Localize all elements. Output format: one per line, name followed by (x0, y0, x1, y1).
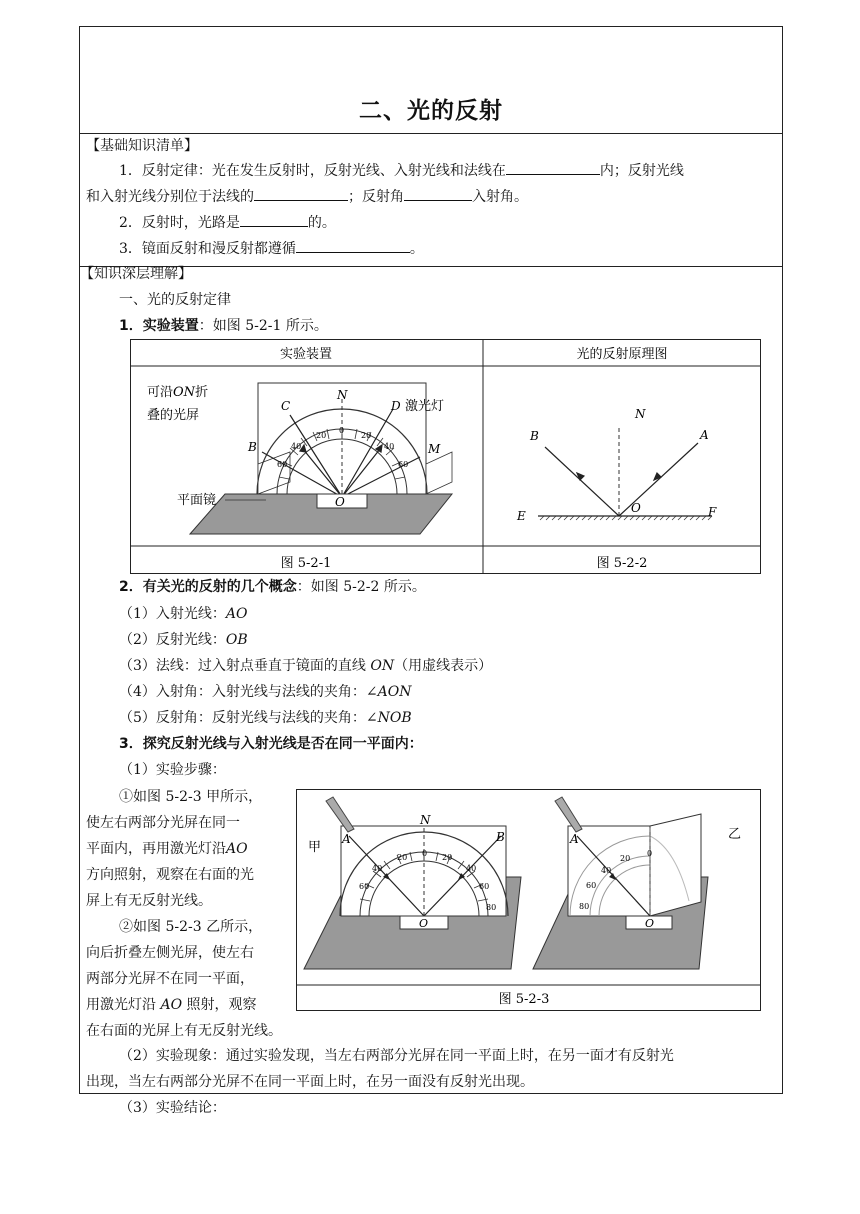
fig1-letter-D: D (391, 399, 401, 413)
basic-header: 【基础知识清单】 (86, 138, 198, 154)
step-1-line-3: 平面内，再用激光灯沿AO (86, 841, 248, 857)
step-1-line-5: 屏上有无反射光线。 (86, 893, 212, 909)
concept-2: （2）反射光线：OB (119, 632, 248, 648)
step-1-line-4: 方向照射，观察在右面的光 (86, 867, 254, 883)
svg-text:40: 40 (601, 866, 612, 875)
divider-1 (79, 133, 783, 134)
fig1-tick-20-left: 20 (316, 431, 327, 440)
fig1-header-right: 光的反射原理图 (576, 347, 668, 362)
basic-line-4: 3．镜面反射和漫反射都遵循 。 (119, 238, 424, 259)
fig1-tick-60-left: 60 (277, 460, 288, 469)
fig3-letter-A-yi: A (570, 832, 579, 846)
fig1-letter-B: B (248, 440, 257, 454)
laser-label: 激光灯 (405, 399, 445, 414)
fig3-letter-N: N (420, 813, 431, 827)
fig2-letter-N: N (635, 407, 646, 421)
step-2-line-1: ②如图 5-2-3 乙所示， (119, 919, 263, 935)
step-1-line-1: ①如图 5-2-3 甲所示， (119, 789, 263, 805)
reflected-ray-ob (545, 447, 619, 516)
phenomenon-line-1: （2）实验现象：通过实验发现，当左右两部分光屏在同一平面上时，在另一面才有反射光 (119, 1048, 674, 1064)
svg-text:60: 60 (479, 882, 490, 891)
figure-5-2-1-table (130, 339, 761, 574)
blank-4[interactable] (240, 212, 308, 227)
deep-header: 【知识深层理解】 (80, 266, 192, 282)
concepts-header: 2．有关光的反射的几个概念：如图 5-2-2 所示。 (119, 579, 426, 595)
fig2-letter-A: A (700, 428, 709, 442)
fig2-letter-B: B (530, 429, 539, 443)
mirror-label: 平面镜 (177, 493, 217, 508)
concept-4: （4）入射角：入射光线与法线的夹角：∠AON (119, 684, 412, 700)
svg-text:40: 40 (466, 864, 477, 873)
svg-text:20: 20 (397, 853, 408, 862)
svg-text:60: 60 (586, 881, 597, 890)
fig1-letter-C: C (281, 399, 291, 413)
item-1: 1．实验装置：如图 5-2-1 所示。 (119, 318, 328, 334)
step-2-line-5: 在右面的光屏上有无反射光线。 (86, 1023, 282, 1039)
screen-label-line-2: 叠的光屏 (147, 408, 200, 423)
fig1-caption-right: 图 5-2-2 (596, 556, 648, 571)
basic-line-1: 1．反射定律：光在发生反射时，反射光线、入射光线和法线在 内；反射光线 (119, 160, 684, 181)
blank-1[interactable] (506, 160, 600, 175)
fig3-letter-B: B (496, 830, 505, 844)
step-1-line-2: 使左右两部分光屏在同一 (86, 815, 240, 831)
step-2-line-2: 向后折叠左侧光屏，使左右 (86, 945, 254, 961)
fig2-letter-O: O (631, 501, 641, 515)
fig2-letter-F: F (708, 505, 717, 519)
conclusion: （3）实验结论： (119, 1100, 226, 1116)
svg-text:60: 60 (359, 882, 370, 891)
explore-steps: （1）实验步骤： (119, 762, 226, 778)
fig1-caption-left: 图 5-2-1 (280, 556, 332, 571)
step-2-line-3: 两部分光屏不在同一平面， (86, 971, 254, 987)
fig1-tick-40-left: 40 (291, 442, 302, 451)
screen-label-line-1: 可沿ON折 (147, 385, 209, 400)
concept-3: （3）法线：过入射点垂直于镜面的直线 ON（用虚线表示） (119, 658, 493, 674)
phenomenon-line-2: 出现，当左右两部分光屏不在同一平面上时，在另一面没有反射光出现。 (86, 1074, 534, 1090)
fig3-letter-O-jia: O (419, 917, 429, 930)
svg-text:40: 40 (372, 864, 383, 873)
svg-text:0: 0 (422, 849, 428, 858)
fig3-letter-A-jia: A (342, 832, 351, 846)
laser-pen-icon-jia (326, 797, 354, 832)
basic-line-3: 2．反射时，光路是 的。 (119, 212, 336, 233)
section-1-title: 一、光的反射定律 (119, 292, 231, 308)
fig1-letter-M: M (428, 442, 441, 456)
figure-5-2-1-svg (130, 339, 761, 574)
fig3-letter-O-yi: O (645, 917, 655, 930)
concept-1: （1）入射光线：AO (119, 606, 248, 622)
svg-text:20: 20 (442, 853, 453, 862)
fig1-tick-0: 0 (339, 426, 345, 435)
svg-text:80: 80 (486, 903, 497, 912)
svg-text:20: 20 (620, 854, 631, 863)
explore-header: 3．探究反射光线与入射光线是否在同一平面内： (119, 736, 423, 752)
fig1-tick-60-right: 60 (398, 460, 409, 469)
fig1-header-left: 实验装置 (279, 347, 333, 362)
fig3-caption: 图 5-2-3 (498, 992, 550, 1007)
basic-line-2: 和入射光线分别位于法线的 ；反射角 入射角。 (86, 186, 528, 207)
fig3-label-jia: 甲 (308, 840, 322, 855)
blank-5[interactable] (296, 238, 410, 253)
concept-5: （5）反射角：反射光线与法线的夹角：∠NOB (119, 710, 412, 726)
svg-text:80: 80 (579, 902, 590, 911)
fig1-tick-20-right: 20 (361, 431, 372, 440)
step-2-line-4: 用激光灯沿 AO 照射，观察 (86, 997, 257, 1013)
blank-2[interactable] (254, 186, 348, 201)
fig2-letter-E: E (517, 509, 526, 523)
fig1-letter-O: O (335, 495, 345, 509)
blank-3[interactable] (404, 186, 472, 201)
svg-text:0: 0 (647, 849, 653, 858)
figure-5-2-3-svg (296, 789, 761, 1011)
fig1-tick-40-right: 40 (384, 442, 395, 451)
fig3-label-yi: 乙 (728, 827, 742, 842)
fig1-letter-N: N (337, 388, 348, 402)
page-title: 二、光的反射 (359, 98, 503, 124)
figure-5-2-3-box (296, 789, 761, 1011)
